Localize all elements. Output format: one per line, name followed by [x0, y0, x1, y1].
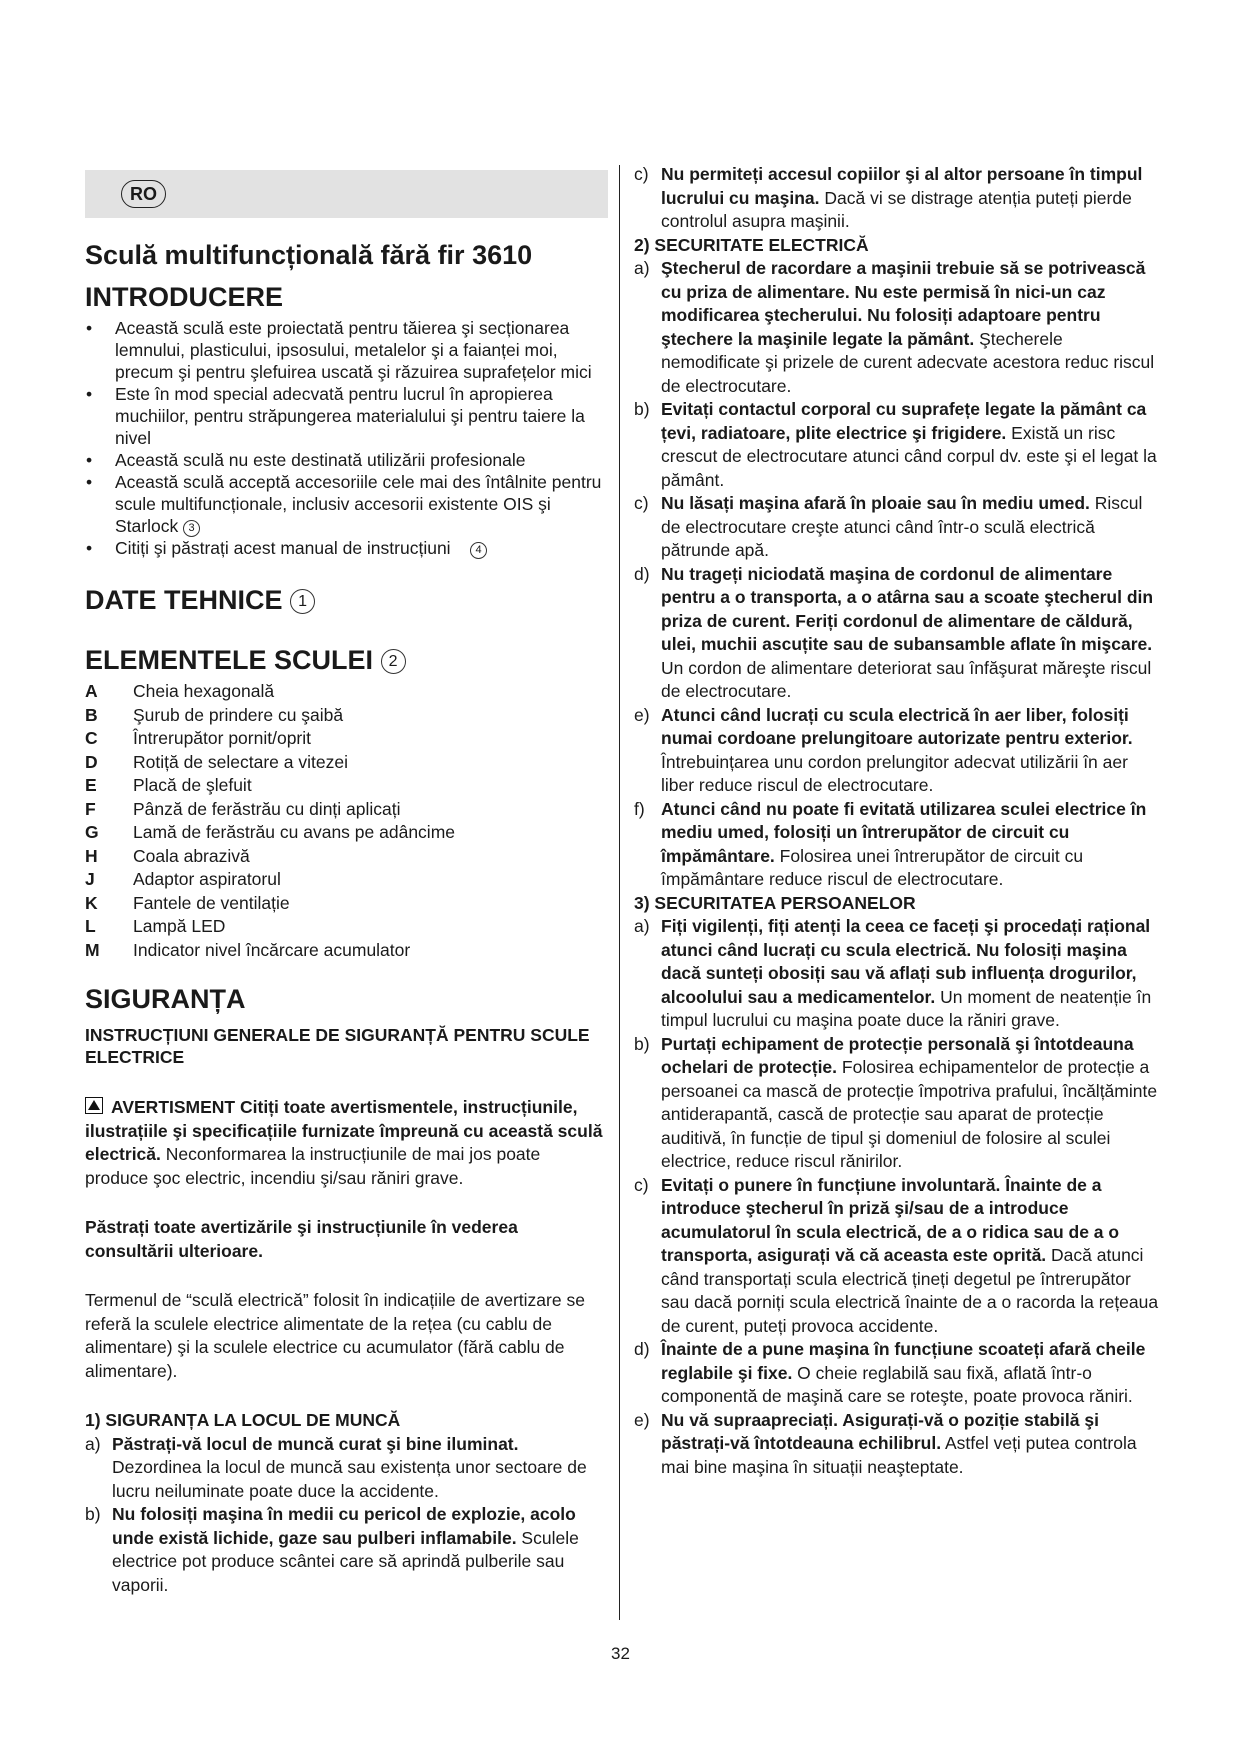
list-item: G Lamă de ferăstrău cu avans pe adâncime [85, 822, 455, 842]
list-item: E Placă de şlefuit [85, 775, 252, 795]
list-item: a) Păstrați-vă locul de muncă curat şi bine iluminat. Dezordinea la locul de muncă sau existența unor sectoare de lucru neiluminate poate duce la accidente. [85, 1433, 587, 1501]
list-item: H Coala abrazivă [85, 845, 250, 866]
list-item: a) Ştecherul de racordare a maşinii trebuie să se potrivească cu priza de alimentare. Nu este permisă în nici-un caz modificarea ştecherului. Nu folosiți adaptoare pentru ştechere la maşinile legate la pământ. Ştecherele nemodificate şi prizele de curent adecvate acestora reduc riscul de electrocutare. [634, 258, 1155, 396]
intro-heading: INTRODUCERE [85, 282, 284, 312]
list-item: C Întrerupător pornit/oprit [85, 728, 312, 748]
list-item: e) Nu vă supraapreciați. Asigurați-vă o poziție stabilă şi păstrați-vă întotdeauna echilibrul. Astfel veți putea controla mai bine maşina în situații neaşteptate. [634, 1409, 1137, 1477]
list-item: • Citiți şi păstrați acest manual de instrucțiuni 4 [85, 537, 608, 559]
list-item: c) Nu lăsați maşina afară în ploaie sau în mediu umed. Riscul de electrocutare creşte atunci când într-o sculă electrică pătrunde apă. [634, 493, 1143, 560]
list-item: A Cheia hexagonală [85, 681, 275, 701]
left-column [85, 170, 608, 1597]
list-item: L Lampă LED [85, 916, 226, 936]
keep-instructions-paragraph: Păstrați toate avertizările şi instrucțiunile în vederea consultării ulterioare. [85, 1217, 518, 1261]
intro-list [85, 317, 608, 559]
list-item: K Fantele de ventilație [85, 892, 290, 913]
language-badge: RO [121, 180, 166, 208]
section-2-heading: 2) SECURITATE ELECTRICĂ [634, 234, 869, 255]
language-bar [85, 170, 608, 218]
term-paragraph: Termenul de “sculă electrică” folosit în indicațiile de avertizare se referă la sculele electrice alimentate de la rețea (cu cablu de alimentare) şi la sculele electrice cu acumulator (fără cablu de alimentare). [85, 1290, 585, 1381]
list-item: • Această sculă nu este destinată utilizării profesionale [85, 449, 608, 471]
safety-heading: SIGURANȚA [85, 984, 246, 1014]
list-item: F Pânză de ferăstrău cu dinți aplicați [85, 798, 401, 819]
elements-heading: ELEMENTELE SCULEI 2 [85, 643, 608, 677]
figure-ref-4: 4 [470, 542, 487, 559]
list-item: e) Atunci când lucrați cu scula electrică în aer liber, folosiți numai cordoane prelungitoare autorizate pentru exterior. Întrebuințarea unu cordon prelungitor adecvat utilizării în aer liber reduce riscul de electrocutare. [634, 704, 1133, 795]
list-item: B Şurub de prindere cu şaibă [85, 704, 344, 725]
list-item: c) Nu permiteți accesul copiilor şi al altor persoane în timpul lucrului cu maşina. Dacă vi se distrage atenția puteți pierde controlul asupra maşinii. [634, 164, 1143, 231]
list-item: b) Purtați echipament de protecție personală şi întotdeauna ochelari de protecție. Folosirea echipamentelor de protecție a persoanei ca mască de protecție împotriva prafului, încălțăminte antiderapantă, cască de protecție sau aparat de protecție auditivă, în funcție de tipul şi domeniul de folosire al sculei electrice, reduce riscul rănirilor. [634, 1033, 1158, 1171]
safety-subheading: INSTRUCȚIUNI GENERALE DE SIGURANȚĂ PENTRU SCULE ELECTRICE [85, 1025, 590, 1067]
warning-paragraph: AVERTISMENT Citiți toate avertismentele, instrucțiunile, ilustrațiile şi specificațiile furnizate împreună cu această sculă electrică. Neconformarea la instrucțiunile de mai jos poate produce şoc electric, incendiu şi/sau răniri grave. [85, 1097, 603, 1188]
column-divider [619, 165, 620, 1620]
list-item: c) Evitați o punere în funcțiune involuntară. Înainte de a introduce ştecherul în priză şi/sau de a introduce acumulatorul în scula electrică, de a o ridica sau de a o transporta, asigurați vă că aceasta este oprită. Dacă atunci când transportați scula electrică țineți degetul pe întrerupător sau dacă porniți scula electrică înainte de a o racorda la rețeaua de curent, puteți provoca accidente. [634, 1174, 1159, 1336]
figure-ref-2: 2 [381, 649, 406, 674]
document-title: Sculă multifuncțională fără fir 3610 [85, 240, 533, 270]
list-item: d) Nu trageți niciodată maşina de cordonul de alimentare pentru a o transporta, a o atârna sau a scoate ştecherul din priza de curent. Feriți cordonul de alimentare de căldură, ulei, muchii ascuțite sau de subansamble aflate în mişcare. Un cordon de alimentare deteriorat sau înfăşurat măreşte riscul de electrocutare. [634, 563, 1154, 701]
list-item: • Această sculă este proiectată pentru tăierea şi secționarea lemnului, plasticului, ipsosului, metalelor şi a faianței moi, precum şi pentru şlefuirea uscată şi răzuirea suprafețelor mici [85, 317, 608, 383]
list-item: b) Nu folosiți maşina în medii cu pericol de explozie, acolo unde există lichide, gaze sau pulberi inflamabile. Sculele electrice pot produce scântei care să aprindă pulberile sau vaporii. [85, 1504, 579, 1595]
list-item: • Este în mod special adecvată pentru lucrul în apropierea muchiilor, pentru străpungerea materialului şi pentru taiere la nivel [85, 383, 608, 449]
figure-ref-1: 1 [290, 589, 315, 614]
warning-icon [85, 1097, 103, 1114]
list-item: a) Fiți vigilenți, fiți atenți la ceea ce faceți şi procedați rațional atunci când lucrați cu scula electrică. Nu folosiți maşina dacă sunteți obosiți sau vă aflați sub influența drogurilor, alcoolului sau a medicamentelor. Un moment de neatenție în timpul lucrului cu maşina poate duce la răniri grave. [634, 916, 1152, 1030]
list-item: b) Evitați contactul corporal cu suprafețe legate la pământ ca țevi, radiatoare, plite electrice şi frigidere. Există un risc crescut de electrocutare atunci când corpul dv. este şi el legat la pământ. [634, 399, 1157, 490]
page-number: 32 [611, 1644, 630, 1663]
right-column [634, 163, 1159, 1479]
tech-heading: DATE TEHNICE 1 [85, 583, 608, 617]
section-3-heading: 3) SECURITATEA PERSOANELOR [634, 892, 916, 913]
figure-ref-3: 3 [183, 520, 200, 537]
list-item: M Indicator nivel încărcare acumulator [85, 939, 411, 960]
list-item: D Rotiță de selectare a vitezei [85, 751, 348, 772]
list-item: J Adaptor aspiratorul [85, 869, 281, 889]
list-item: d) Înainte de a pune maşina în funcțiune scoateți afară cheile reglabile şi fixe. O cheie reglabilă sau fixă, aflată într-o componentă de maşină care se roteşte, poate provoca răniri. [634, 1339, 1146, 1406]
elements-list [85, 680, 608, 962]
list-item: • Această sculă acceptă accesoriile cele mai des întâlnite pentru scule multifuncționale, inclusiv accesorii existente OIS şi Starlock 3 [85, 471, 608, 537]
list-item: f) Atunci când nu poate fi evitată utilizarea sculei electrice în mediu umed, folosiți un întrerupător de circuit cu împământare. Folosirea unei întrerupător de circuit cu împământare reduce riscul de electrocutare. [634, 798, 1147, 889]
section-1-heading: 1) SIGURANȚA LA LOCUL DE MUNCĂ [85, 1410, 401, 1430]
